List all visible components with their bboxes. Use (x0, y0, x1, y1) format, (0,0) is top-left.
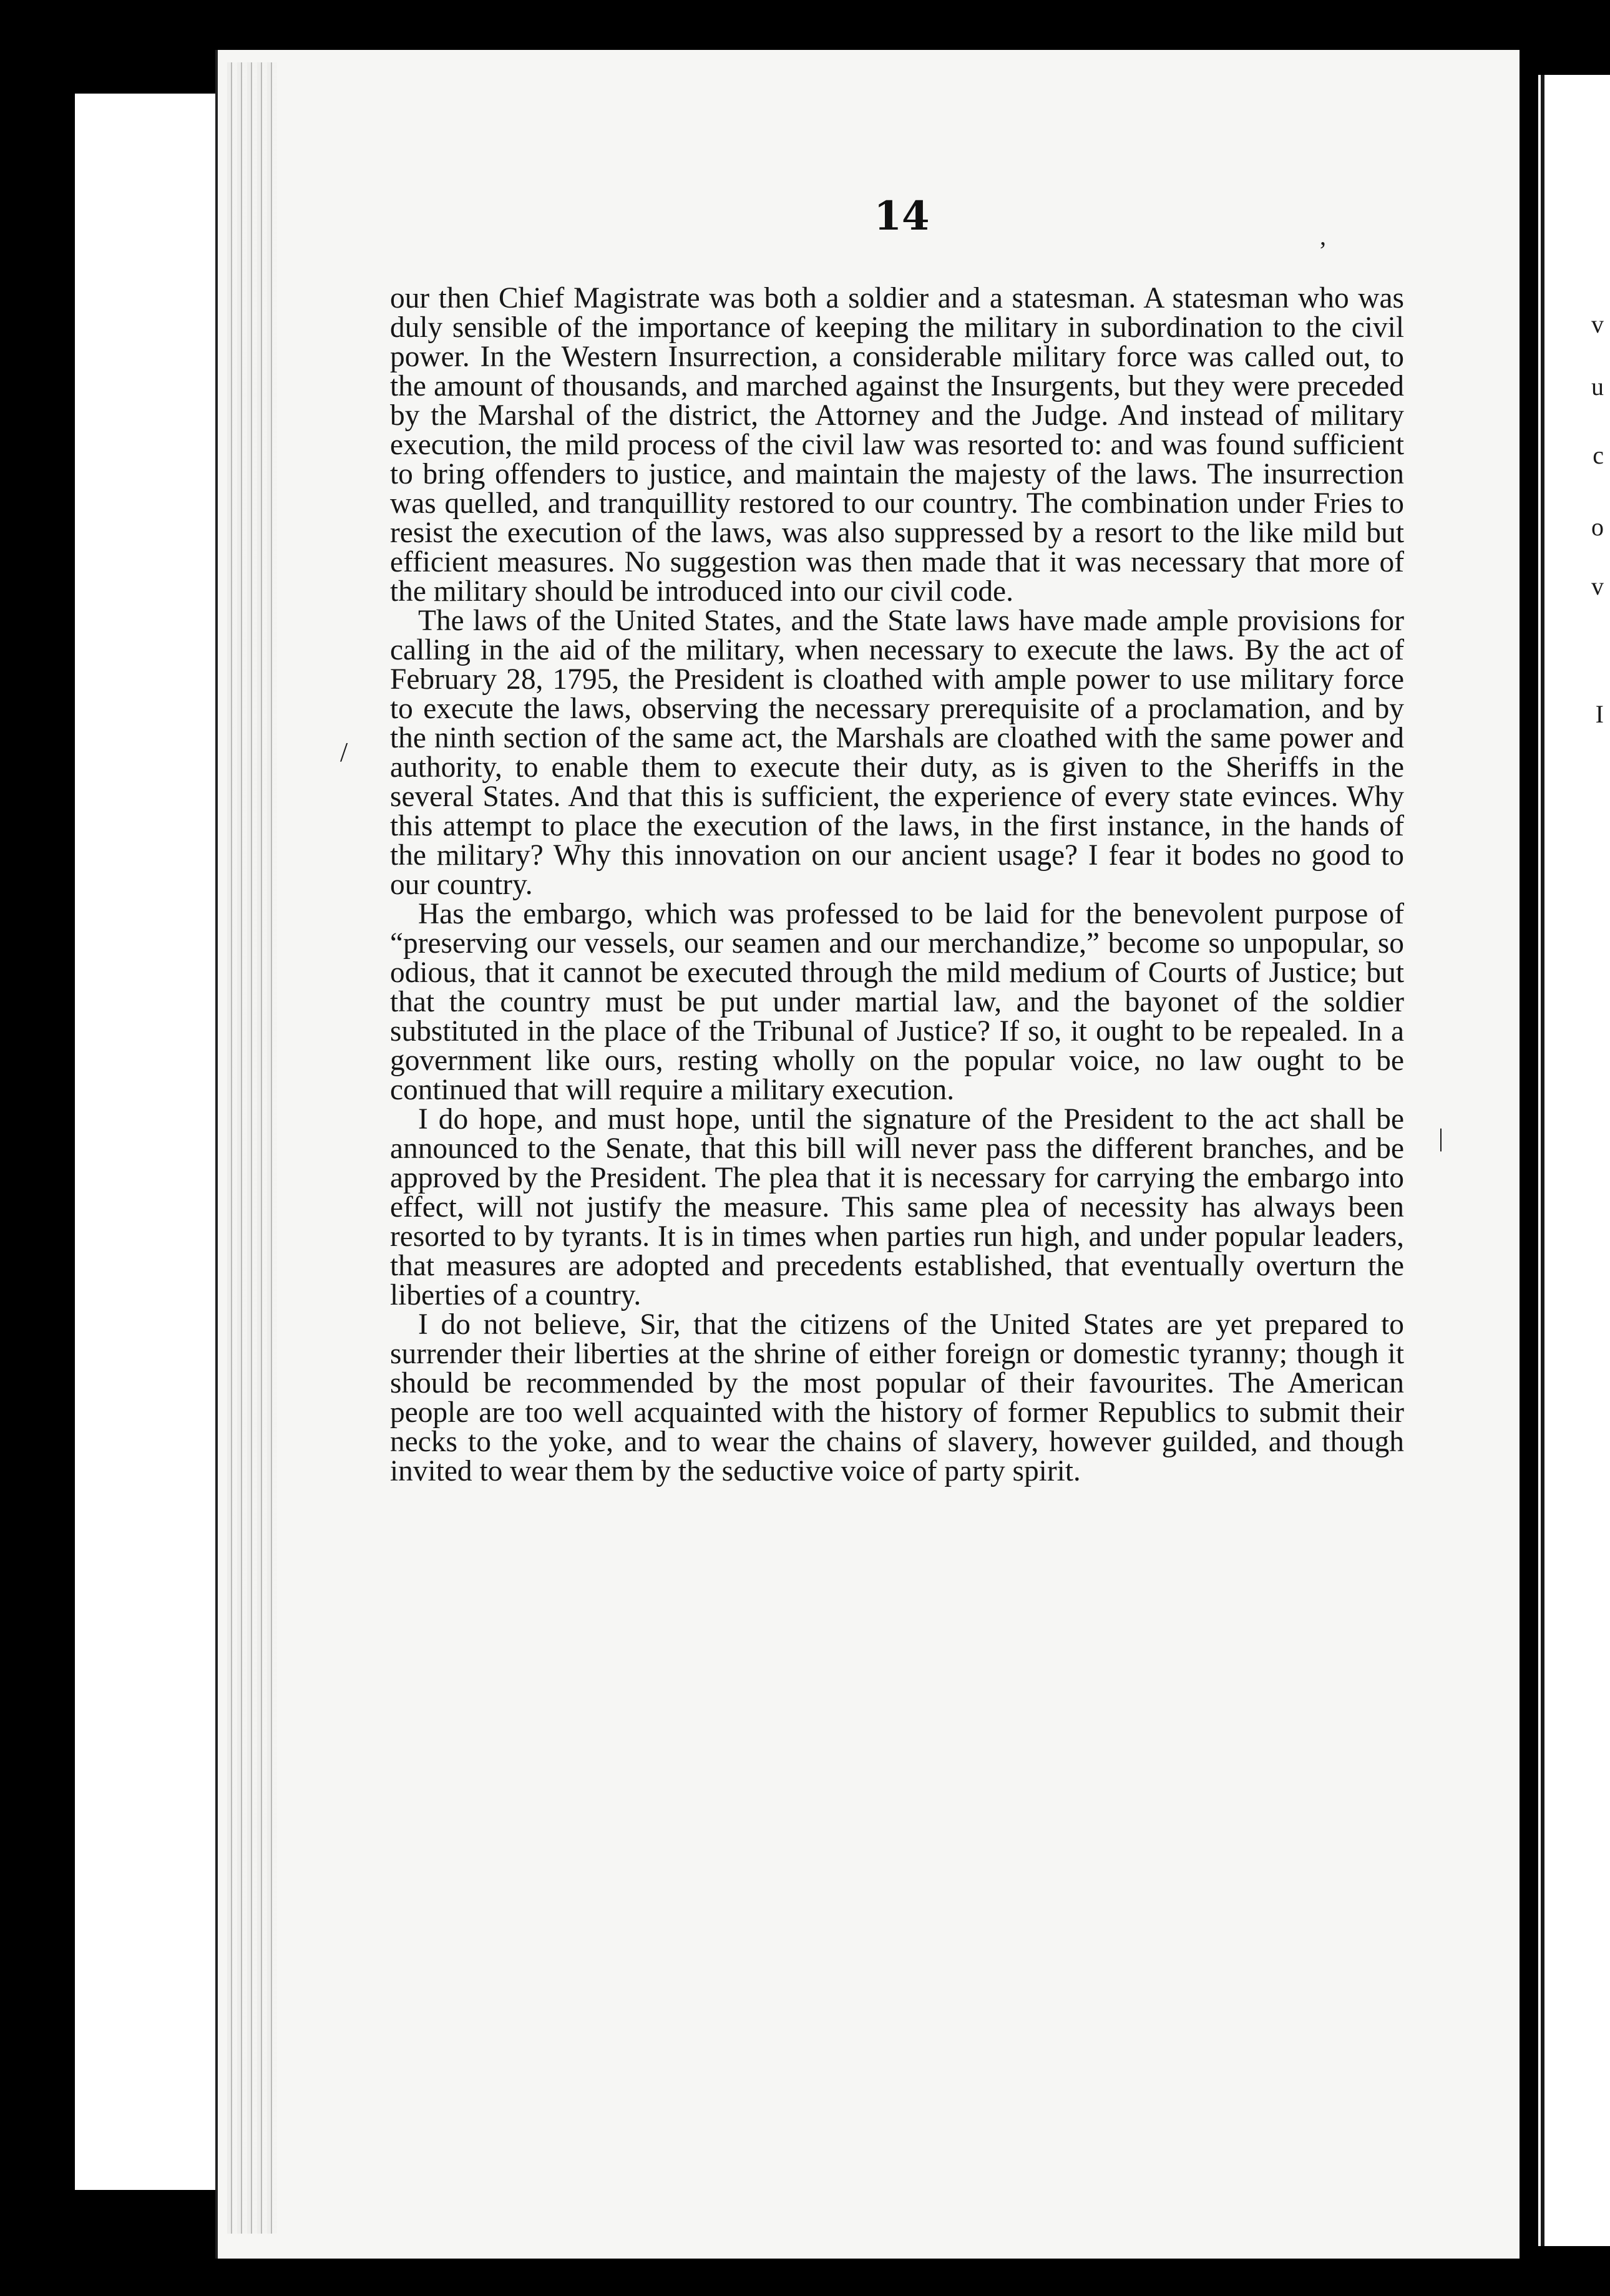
facing-page-letter: I (1595, 700, 1604, 728)
facing-page-letter: v (1591, 310, 1604, 338)
page-speck: | (1438, 1124, 1444, 1152)
facing-page-letter: c (1593, 441, 1604, 469)
paragraph-3: Has the embargo, which was professed to be laid for the benevolent purpose of “preserving our vessels, our seamen and our merchandize,” become so unpopular, so odious, that it cannot be executed through the mild medium of Courts of Justice; but that the country must be put under martial law, and the bayonet of the soldier substituted in the place of the Tribunal of Justice? If so, it ought to be repealed. In a government like ours, resting wholly on the popular voice, no law ought to be continued that will require a military execution. (390, 898, 1404, 1106)
facing-page-border (1541, 75, 1544, 2246)
facing-page-letter: u (1591, 372, 1604, 401)
page-number: 14 (874, 193, 930, 240)
page-speck: , (1320, 222, 1326, 250)
paragraph-1: our then Chief Magistrate was both a soldier and a statesman. A statesman who was duly sensible of the importance of keeping the military in subordination to the civil power. In the Western Insurrection, a considerable military force was called out, to the amount of thousands, and marched against the Insurgents, but they were preceded by the Marshal of the district, the Attorney and the Judge. And instead of military execution, the mild process of the civil law was resorted to: and was found sufficient to bring offenders to justice, and maintain the majesty of the laws. The insurrection was quelled, and tranquillity restored to our country. The combination under Fries to resist the execution of the laws, was also suppressed by a resort to the like mild but efficient measures. No suggestion was then made that it was necessary that more of the military should be introduced into our civil code. (390, 282, 1404, 608)
page-speck: / (340, 737, 348, 767)
facing-page-letter: o (1591, 513, 1604, 541)
scan-left-white-strip (75, 94, 225, 2190)
page-body-text (390, 284, 1404, 1486)
paragraph-5: I do not believe, Sir, that the citizens of the United States are yet prepared to surrender their liberties at the shrine of either foreign or domestic tyranny; though it should be recommended by the most popular of their favourites. The American people are too well acquainted with the history of former Republics to submit their necks to the yoke, and to wear the chains of slavery, however guilded, and though invited to wear them by the seductive voice of party spirit. (390, 1308, 1404, 1487)
paragraph-4: I do hope, and must hope, until the signature of the President to the act shall be announced to the Senate, that this bill will never pass the different branches, and be approved by the President. The plea that it is necessary for carrying the embargo into effect, will not justify the measure. This same plea of necessity has always been resorted to by tyrants. It is in times when parties run high, and under popular leaders, that measures are adopted and precedents established, that eventually overturn the liberties of a country. (390, 1103, 1404, 1311)
page-gutter-edges (227, 62, 277, 2234)
facing-page-letter: v (1591, 572, 1604, 600)
facing-page-edge (1538, 75, 1610, 2246)
paragraph-2: The laws of the United States, and the State laws have made ample provisions for calling in the aid of the military, when necessary to execute the laws. By the act of February 28, 1795, the President is cloathed with ample power to use military force to execute the laws, observing the necessary prerequisite of a proclamation, and by the ninth section of the same act, the Marshals are cloathed with the same power and authority, to enable them to execute their duty, as is given to the Sheriffs in the several States. And that this is sufficient, the experience of every state evinces. Why this attempt to place the execution of the laws, in the first instance, in the hands of the military? Why this innovation on our ancient usage? I fear it bodes no good to our country. (390, 605, 1404, 901)
